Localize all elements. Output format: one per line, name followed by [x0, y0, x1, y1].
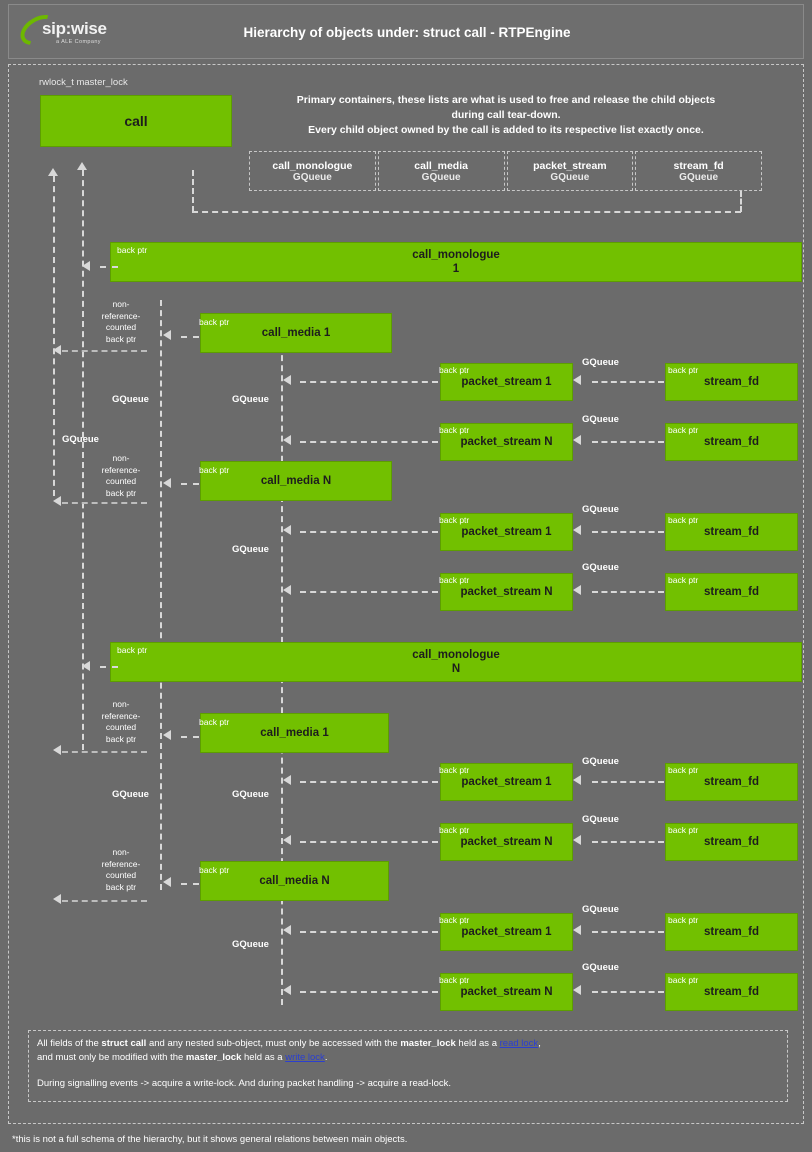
node-label: call_monologue — [412, 649, 500, 661]
intro-line-3: Every child object owned by the call is added to its respective list exactly once. — [308, 124, 704, 136]
arrow-ps-r7 — [283, 925, 291, 935]
spine-media — [160, 300, 162, 890]
label-gqueue-sfd-r6: GQueue — [582, 814, 619, 825]
label-gqueue-sfd-r2: GQueue — [582, 414, 619, 425]
container-bracket-left — [192, 170, 194, 212]
container-name: call_monologue — [272, 159, 353, 172]
arrow-mono-1 — [82, 261, 90, 271]
node-index: N — [544, 586, 553, 598]
arrow-ps-r6 — [283, 835, 291, 845]
arrow-sfd-r6 — [573, 835, 581, 845]
connector-ps-r4 — [300, 591, 438, 593]
label-back-ptr-mono-n: back ptr — [117, 645, 148, 655]
label-nonref-1: non- reference- counted back ptr — [101, 299, 141, 344]
label-back-ptr-sfd-r8: back ptr — [668, 975, 699, 985]
connector-mono-n — [100, 666, 118, 668]
connector-sfd-r6 — [592, 841, 664, 843]
arrow-media-nb — [163, 877, 171, 887]
node-index: 1 — [545, 376, 552, 388]
arrow-nonref-1 — [53, 345, 61, 355]
connector-sfd-r4 — [592, 591, 664, 593]
connector-nonref-4 — [62, 900, 147, 902]
read-lock-link[interactable]: read lock — [499, 1038, 539, 1049]
connector-nonref-2 — [62, 502, 147, 504]
note-line-1: All fields of the struct call and any nested sub-object, must only be accessed with the master_lock held as a read lock, — [37, 1038, 541, 1049]
node-call-label: call — [124, 113, 148, 129]
node-label: stream_fd — [704, 776, 759, 788]
container-call-media — [378, 151, 505, 191]
node-index: N — [544, 436, 553, 448]
label-gqueue-sfd-r7: GQueue — [582, 904, 619, 915]
node-label: call_media — [260, 727, 320, 739]
arrow-ps-r2 — [283, 435, 291, 445]
connector-sfd-r2 — [592, 441, 664, 443]
node-label: call_media — [260, 475, 320, 487]
node-label: stream_fd — [704, 376, 759, 388]
node-label: packet_stream — [460, 586, 542, 598]
container-stream-fd — [635, 151, 762, 191]
arrow-media-na — [163, 478, 171, 488]
arrow-sfd-r8 — [573, 985, 581, 995]
intro-line-2: during call tear-down. — [451, 109, 561, 121]
label-back-ptr-ps-r3: back ptr — [439, 515, 470, 525]
arrow-nonref-2 — [53, 496, 61, 506]
node-label: stream_fd — [704, 436, 759, 448]
node-call — [40, 95, 232, 147]
node-label: packet_stream — [461, 926, 542, 938]
label-gqueue-sfd-r1: GQueue — [582, 357, 619, 368]
arrow-sfd-r5 — [573, 775, 581, 785]
label-gqueue-monologue-1: GQueue — [112, 394, 149, 405]
container-queue: GQueue — [421, 171, 461, 183]
arrow-sfd-r2 — [573, 435, 581, 445]
connector-nonref-3 — [62, 751, 147, 753]
spine-arrow-up-1 — [48, 168, 58, 176]
label-gqueue-sfd-r3: GQueue — [582, 504, 619, 515]
node-index: N — [544, 986, 553, 998]
arrow-ps-r5 — [283, 775, 291, 785]
label-nonref-3: non- reference- counted back ptr — [101, 699, 141, 744]
node-label: packet_stream — [460, 436, 542, 448]
primary-containers-row — [249, 151, 762, 191]
label-back-ptr-media-na: back ptr — [199, 465, 230, 475]
label-back-ptr-sfd-r5: back ptr — [668, 765, 699, 775]
arrow-media-1b — [163, 730, 171, 740]
arrow-ps-r1 — [283, 375, 291, 385]
container-name: call_media — [414, 159, 468, 172]
label-back-ptr-ps-r8: back ptr — [439, 975, 470, 985]
node-label: stream_fd — [704, 986, 759, 998]
label-back-ptr-ps-r7: back ptr — [439, 915, 470, 925]
connector-sfd-r5 — [592, 781, 664, 783]
container-queue: GQueue — [550, 171, 590, 183]
connector-sfd-r8 — [592, 991, 664, 993]
label-back-ptr-sfd-r1: back ptr — [668, 365, 699, 375]
label-back-ptr-ps-r1: back ptr — [439, 365, 470, 375]
label-back-ptr-ps-r4: back ptr — [439, 575, 470, 585]
connector-media-na — [181, 483, 199, 485]
footnote: *this is not a full schema of the hierarchy, but it shows general relations between main objects. — [12, 1134, 408, 1145]
arrow-sfd-r3 — [573, 525, 581, 535]
node-label: stream_fd — [704, 836, 759, 848]
node-label: stream_fd — [704, 926, 759, 938]
container-call-monologue — [249, 151, 376, 191]
label-nonref-2: non- reference- counted back ptr — [101, 453, 141, 498]
node-label: call_monologue — [412, 249, 500, 261]
connector-ps-r3 — [300, 531, 438, 533]
node-label: packet_stream — [460, 836, 542, 848]
node-index: 1 — [545, 926, 552, 938]
node-index: 1 — [323, 327, 331, 339]
connector-ps-r1 — [300, 381, 438, 383]
label-gqueue-media-2: GQueue — [232, 544, 269, 555]
arrow-nonref-4 — [53, 894, 61, 904]
arrow-sfd-r4 — [573, 585, 581, 595]
node-index: N — [321, 875, 330, 887]
intro-line-1: Primary containers, these lists are what is used to free and release the child objects — [296, 94, 716, 106]
label-gqueue-media-3: GQueue — [232, 789, 269, 800]
connector-sfd-r3 — [592, 531, 664, 533]
connector-ps-r5 — [300, 781, 438, 783]
node-call-monologue-1 — [110, 242, 802, 282]
page-title: Hierarchy of objects under: struct call - RTPEngine — [243, 25, 571, 40]
label-back-ptr-sfd-r2: back ptr — [668, 425, 699, 435]
connector-ps-r6 — [300, 841, 438, 843]
label-back-ptr-sfd-r6: back ptr — [668, 825, 699, 835]
connector-nonref-1 — [62, 350, 147, 352]
label-nonref-4: non- reference- counted back ptr — [101, 847, 141, 892]
label-back-ptr-media-1a: back ptr — [199, 317, 230, 327]
label-gqueue-monologue-2: GQueue — [112, 789, 149, 800]
connector-media-1b — [181, 736, 199, 738]
container-bracket-bottom — [192, 211, 741, 213]
arrow-ps-r8 — [283, 985, 291, 995]
node-index: N — [544, 836, 553, 848]
node-index: 1 — [322, 727, 329, 739]
label-back-ptr-sfd-r4: back ptr — [668, 575, 699, 585]
label-gqueue-sfd-r5: GQueue — [582, 756, 619, 767]
connector-ps-r2 — [300, 441, 438, 443]
node-label: stream_fd — [704, 586, 759, 598]
container-name: packet_stream — [533, 159, 607, 172]
note-line-3: During signalling events -> acquire a write-lock. And during packet handling -> acquire a read-lock. — [37, 1078, 452, 1089]
arrow-ps-r3 — [283, 525, 291, 535]
connector-ps-r8 — [300, 991, 438, 993]
label-gqueue-sfd-r4: GQueue — [582, 562, 619, 573]
connector-ps-r7 — [300, 931, 438, 933]
node-label: call_media — [259, 875, 319, 887]
master-lock-label: rwlock_t master_lock — [36, 77, 131, 88]
node-index: 1 — [545, 776, 552, 788]
label-gqueue-media-1: GQueue — [232, 394, 269, 405]
note-line-2: and must only be modified with the master_lock held as a write lock. — [37, 1052, 328, 1063]
write-lock-link[interactable]: write lock — [285, 1052, 325, 1063]
label-gqueue-media-4: GQueue — [232, 939, 269, 950]
container-packet-stream — [507, 151, 634, 191]
node-index: 1 — [452, 263, 460, 275]
label-gqueue-call-media: GQueue — [62, 434, 99, 445]
page-header — [8, 4, 804, 59]
label-back-ptr-media-1b: back ptr — [199, 717, 230, 727]
node-index: 1 — [545, 526, 552, 538]
node-label: call_media — [261, 327, 321, 339]
intro-text — [248, 93, 764, 138]
spine-arrow-up-2 — [77, 162, 87, 170]
label-back-ptr-media-nb: back ptr — [199, 865, 230, 875]
node-index: N — [451, 663, 461, 675]
label-back-ptr-ps-r6: back ptr — [439, 825, 470, 835]
node-label: packet_stream — [461, 376, 542, 388]
logo-text: sip:wise — [42, 19, 107, 38]
connector-media-1a — [181, 336, 199, 338]
node-label: packet_stream — [461, 776, 542, 788]
arrow-nonref-3 — [53, 745, 61, 755]
connector-media-nb — [181, 883, 199, 885]
node-label: packet_stream — [460, 986, 542, 998]
connector-sfd-r7 — [592, 931, 664, 933]
arrow-sfd-r1 — [573, 375, 581, 385]
arrow-mono-n — [82, 661, 90, 671]
spine-gqueue-media-left — [53, 176, 55, 496]
locking-note — [28, 1030, 788, 1102]
label-gqueue-sfd-r8: GQueue — [582, 962, 619, 973]
node-call-monologue-n — [110, 642, 802, 682]
logo-subtitle: a ALE Company — [56, 39, 101, 45]
container-queue: GQueue — [679, 171, 719, 183]
node-label: stream_fd — [704, 526, 759, 538]
container-bracket-right — [740, 191, 742, 212]
node-index: N — [322, 475, 332, 487]
container-name: stream_fd — [673, 159, 724, 172]
label-back-ptr-ps-r2: back ptr — [439, 425, 470, 435]
connector-mono-1 — [100, 266, 118, 268]
label-back-ptr-mono-1: back ptr — [117, 245, 148, 255]
node-label: packet_stream — [461, 526, 542, 538]
arrow-media-1a — [163, 330, 171, 340]
label-back-ptr-sfd-r3: back ptr — [668, 515, 699, 525]
label-back-ptr-ps-r5: back ptr — [439, 765, 470, 775]
container-queue: GQueue — [292, 171, 332, 183]
arrow-ps-r4 — [283, 585, 291, 595]
connector-sfd-r1 — [592, 381, 664, 383]
label-back-ptr-sfd-r7: back ptr — [668, 915, 699, 925]
arrow-sfd-r7 — [573, 925, 581, 935]
